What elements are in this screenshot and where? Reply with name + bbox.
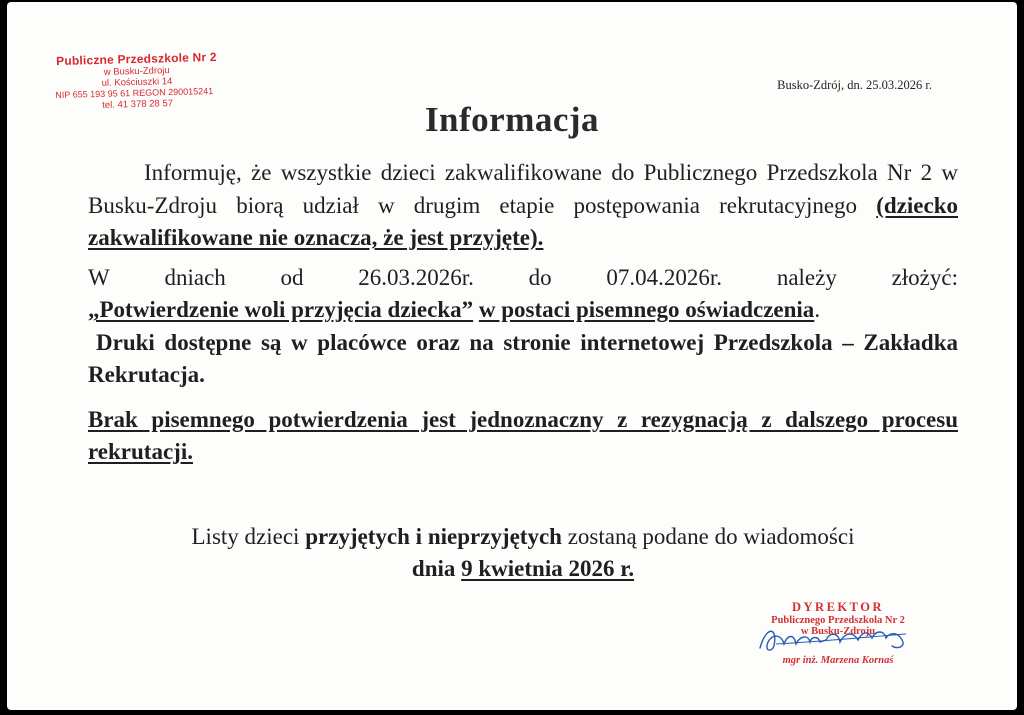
text: Listy dzieci bbox=[191, 523, 300, 549]
form-type: w postaci pisemnego oświadczenia bbox=[478, 297, 815, 322]
text: zostaną podane do wiadomości bbox=[567, 523, 855, 549]
director-name: mgr inż. Marzena Kornaś bbox=[782, 655, 894, 666]
paragraph-2-line-2 bbox=[88, 294, 958, 327]
word: 07.04.2026r. bbox=[606, 264, 723, 290]
form-name: „Potwierdzenie woli przyjęcia dziecka” bbox=[88, 297, 474, 322]
word: złożyć: bbox=[891, 264, 958, 290]
paragraph-2 bbox=[88, 262, 958, 327]
paragraph-5-line-2 bbox=[88, 553, 958, 586]
paragraph-4-text: Brak pisemnego potwierdzenia jest jednoznaczny z rezygnacją z dalszego procesu rekrutacji. bbox=[88, 406, 958, 464]
word: do bbox=[528, 264, 552, 290]
word: dniach bbox=[164, 264, 226, 290]
document-body bbox=[88, 157, 958, 586]
word: od bbox=[280, 264, 304, 290]
word: W bbox=[88, 264, 110, 290]
paragraph-5 bbox=[88, 521, 958, 586]
stamp-line-5: tel. 41 378 28 57 bbox=[102, 98, 174, 111]
stamp-line-3: ul. Kościuszki 14 bbox=[101, 76, 173, 89]
word: 26.03.2026r. bbox=[358, 264, 474, 290]
stamp-line-2: w Busku-Zdroju bbox=[103, 65, 170, 78]
paragraph-3-text: Druki dostępne są w placówce oraz na stronie internetowej Przedszkola – Zakładka Rekrutacja. bbox=[88, 329, 958, 387]
director-role: DYREKTOR bbox=[791, 600, 884, 614]
paragraph-4 bbox=[88, 404, 958, 469]
period: . bbox=[814, 297, 821, 322]
director-stamp-line-1: Publicznego Przedszkola Nr 2 bbox=[771, 615, 905, 626]
paragraph-5-line-1 bbox=[88, 521, 958, 554]
paragraph-1 bbox=[88, 157, 958, 255]
stamp-line-4: NIP 655 193 95 61 REGON 290015241 bbox=[55, 86, 214, 101]
paragraph-1-text: Informuję, że wszystkie dzieci zakwalifikowane do Publicznego Przedszkola Nr 2 w Busku-Zdroju biorą udział w drugim etapie postępowania rekrutacyjnego bbox=[88, 160, 958, 218]
document-title: Informacja bbox=[424, 100, 600, 139]
paragraph-2-line-1 bbox=[88, 262, 958, 295]
paragraph-3 bbox=[88, 327, 958, 392]
handwritten-signature bbox=[756, 622, 916, 656]
announcement-date: 9 kwietnia 2026 r. bbox=[461, 556, 635, 581]
director-stamp-line-2: w Busku-Zdroju bbox=[800, 626, 876, 637]
text-bold: przyjętych i nieprzyjętych bbox=[305, 523, 562, 549]
stamp-line-1: Publiczne Przedszkole Nr 2 bbox=[55, 49, 217, 69]
text-bold: dnia bbox=[411, 556, 456, 581]
paragraph-1-emphasis: (dziecko zakwalifikowane nie oznacza, że jest przyjęte). bbox=[88, 192, 958, 250]
word: należy bbox=[776, 264, 837, 290]
document-date: Busko-Zdrój, dn. 25.03.2026 r. bbox=[777, 78, 932, 92]
